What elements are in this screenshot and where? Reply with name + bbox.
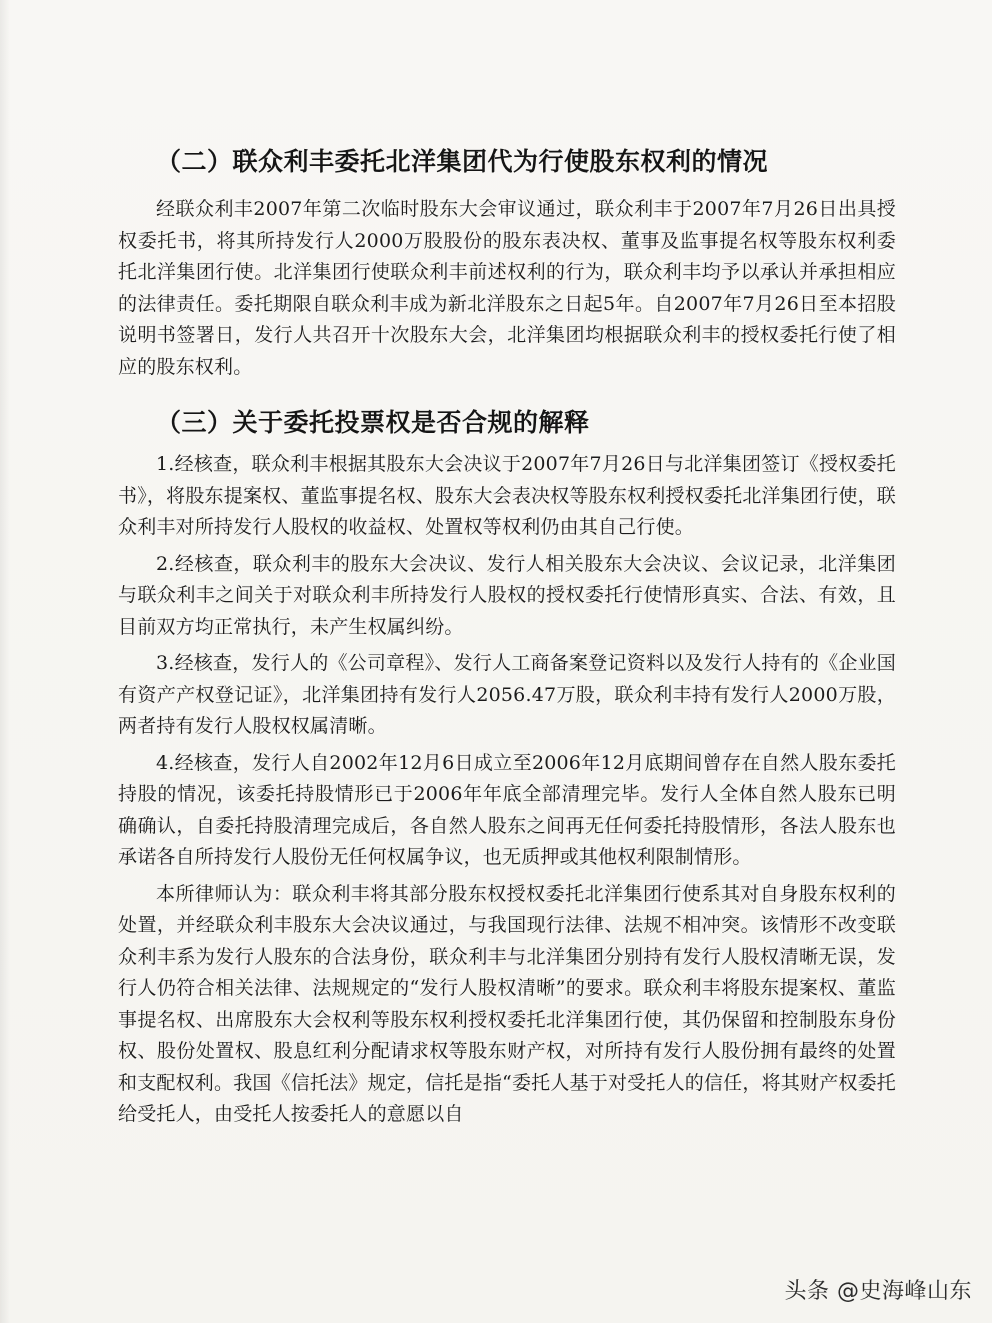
section-2-paragraph: 经联众利丰2007年第二次临时股东大会审议通过，联众利丰于2007年7月26日出具授权委托书，将其所持发行人2000万股股份的股东表决权、董事及监事提名权等股东权利委托北洋集团行使。北洋集团行使联众利丰前述权利的行为，联众利丰均予以承认并承担相应的法律责任。委托期限自联众利丰成为新北洋股东之日起5年。自2007年7月26日至本招股说明书签署日，发行人共召开十次股东大会，北洋集团均根据联众利丰的授权委托行使了相应的股东权利。 — [118, 198, 896, 378]
section-3-item-2: 2.经核查，联众利丰的股东大会决议、发行人相关股东大会决议、会议记录，北洋集团与联众利丰之间关于对联众利丰所持发行人股权的授权委托行使情形真实、合法、有效，且目前双方均正常执行，未产生权属纠纷。 — [118, 552, 896, 638]
section-heading-3: （三）关于委托投票权是否合规的解释 — [156, 408, 590, 437]
section-3-item-4: 4.经核查，发行人自2002年12月6日成立至2006年12月底期间曾存在自然人股东委托持股的情况，该委托持股情形已于2006年年底全部清理完毕。发行人全体自然人股东已明确确认，自委托持股清理完成后，各自然人股东之间再无任何委托持股情形，各法人股东也承诺各自所持发行人股份无任何权属争议，也无质押或其他权利限制情形。 — [118, 751, 896, 868]
scan-shadow — [0, 0, 10, 1323]
section-3-item-1: 1.经核查，联众利丰根据其股东大会决议于2007年7月26日与北洋集团签订《授权委托书》，将股东提案权、董监事提名权、股东大会表决权等股东权利授权委托北洋集团行使，联众利丰对所持发行人股权的收益权、处置权等权利仍由其自己行使。 — [118, 453, 896, 538]
source-watermark: 头条 @史海峰山东 — [784, 1279, 972, 1304]
lawyer-conclusion-paragraph: 本所律师认为：联众利丰将其部分股东权授权委托北洋集团行使系其对自身股东权利的处置，并经联众利丰股东大会决议通过，与我国现行法律、法规不相冲突。该情形不改变联众利丰系为发行人股东的合法身份，联众利丰与北洋集团分别持有发行人股权清晰无误，发行人仍符合相关法律、法规规定的“发行人股权清晰”的要求。联众利丰将股东提案权、董监事提名权、出席股东大会权利等股东权利授权委托北洋集团行使，其仍保留和控制股东身份权、股份处置权、股息红利分配请求权等股东财产权，对所持有发行人股份拥有最终的处置和支配权利。我国《信托法》规定，信托是指“委托人基于对受托人的信任，将其财产权委托给受托人，由受托人按委托人的意愿以自 — [118, 882, 896, 1125]
section-3-item-3: 3.经核查，发行人的《公司章程》、发行人工商备案登记资料以及发行人持有的《企业国有资产产权登记证》，北洋集团持有发行人2056.47万股，联众利丰持有发行人2000万股，两者持有发行人股权权属清晰。 — [118, 652, 896, 737]
section-heading-2: （二）联众利丰委托北洋集团代为行使股东权利的情况 — [156, 147, 769, 176]
document-body — [118, 142, 896, 1131]
